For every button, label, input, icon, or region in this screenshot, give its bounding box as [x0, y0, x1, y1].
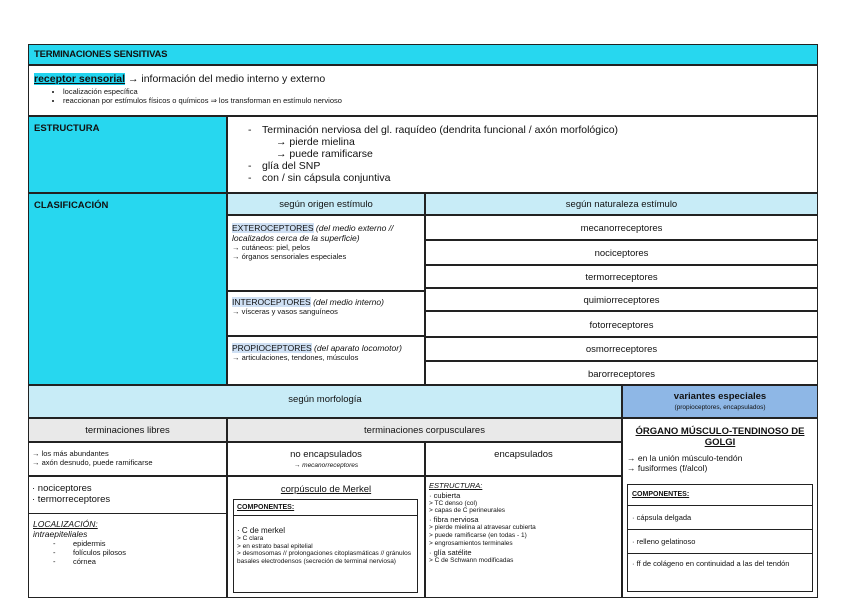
list-item: → vísceras y vasos sanguíneos	[232, 307, 338, 316]
list-item: → los más abundantes	[32, 449, 109, 458]
exteroceptores-name: EXTEROCEPTORES	[232, 223, 314, 233]
list-item: → cutáneos: piel, pelos	[232, 243, 310, 252]
naturaleza-row: nociceptores	[425, 240, 818, 265]
merkel-components-box	[233, 499, 418, 593]
localizacion-title: LOCALIZACIÓN:	[33, 519, 98, 529]
list-item: - córnea	[53, 557, 223, 566]
encapsulados-structure-cell	[425, 476, 622, 598]
list-item: - con / sin cápsula conjuntiva	[248, 172, 808, 184]
naturaleza-row: mecanorreceptores	[425, 215, 818, 240]
list-item: · nociceptores	[32, 483, 92, 494]
list-item: · cápsula delgada	[632, 513, 692, 522]
list-item: • localización específica	[63, 87, 801, 96]
naturaleza-row: barorreceptores	[425, 361, 818, 385]
list-item: • reaccionan por estímulos físicos o químicos ⇒ los transforman en estímulo nervioso	[63, 96, 801, 105]
estructura-title: ESTRUCTURA:	[429, 481, 483, 490]
list-item: · fibra nerviosa	[429, 515, 479, 525]
golgi-components-box	[627, 484, 813, 592]
list-item: > C clara	[237, 535, 264, 542]
list-item: > desmosomas // prolongaciones citoplasmáticas // gránulos basales electrodensos (secreción de terminal nerviosa)	[237, 550, 411, 565]
intro-panel	[28, 65, 818, 116]
list-item: > TC denso (col)	[429, 499, 478, 507]
receptor-definition: → información del medio interno y externo	[125, 73, 326, 85]
list-item: - folículos pilosos	[53, 548, 223, 557]
naturaleza-row: quimiorreceptores	[425, 288, 818, 311]
estructura-label: ESTRUCTURA	[34, 123, 100, 134]
propioceptores-cell: PROPIOCEPTORES (del aparato locomotor) → articulaciones, tendones, músculos	[227, 336, 425, 385]
naturaleza-row: osmorreceptores	[425, 337, 818, 361]
naturaleza-header: según naturaleza estímulo	[425, 193, 818, 215]
list-item: > capas de C perineurales	[429, 507, 506, 515]
no-encapsulados-header: no encapsulados → mecanorreceptores	[227, 442, 425, 476]
estructura-label-cell	[28, 116, 227, 193]
libres-header: terminaciones libres	[28, 418, 227, 442]
naturaleza-row: fotorreceptores	[425, 311, 818, 337]
propioceptores-name: PROPIOCEPTORES	[232, 343, 312, 353]
receptor-term: receptor sensorial	[34, 73, 126, 85]
golgi-title: ÓRGANO MÚSCULO-TENDINOSO DE GOLGI	[635, 426, 805, 448]
list-item: → puede ramificarse	[276, 148, 373, 160]
interoceptores-cell: INTEROCEPTORES (del medio interno) → vísceras y vasos sanguíneos	[227, 291, 425, 336]
encapsulados-header: encapsulados	[425, 442, 622, 476]
list-item: → articulaciones, tendones, músculos	[232, 353, 359, 362]
libres-desc-cell	[28, 442, 227, 476]
intro-bullets	[41, 87, 801, 105]
intro-definition-line	[34, 73, 325, 85]
list-item: → axón desnudo, puede ramificarse	[32, 458, 153, 467]
variantes-header: variantes especiales (propioceptores, encapsulados)	[622, 385, 818, 418]
list-item: → fusiformes (f/alcol)	[627, 463, 708, 473]
list-item: - glía del SNP	[248, 160, 808, 172]
localizacion-sub: intraepiteliales	[33, 529, 88, 539]
list-item: → en la unión músculo-tendón	[627, 453, 743, 463]
libres-types-cell	[28, 476, 227, 598]
list-item: · cubierta	[429, 490, 461, 500]
list-item: > en estrato basal epitelial	[237, 542, 313, 550]
list-item: - Terminación nerviosa del gl. raquídeo (dendrita funcional / axón morfológico)	[248, 124, 808, 136]
merkel-title: corpúsculo de Merkel	[280, 484, 372, 495]
list-item: · termorreceptores	[32, 494, 111, 505]
list-item: > pierde mielina al atravesar cubierta	[429, 524, 536, 532]
exteroceptores-cell: EXTEROCEPTORES (del medio externo // localizados cerca de la superficie) → cutáneos: piel, pelos → órganos sensoriales especiales	[227, 215, 425, 291]
list-item: · ff de colágeno en continuidad a las del tendón	[632, 559, 790, 568]
merkel-cell	[227, 476, 425, 598]
origen-header: según origen estímulo	[227, 193, 425, 215]
naturaleza-row: termorreceptores	[425, 265, 818, 288]
list-item: · C de merkel	[237, 526, 286, 535]
list-item: > C de Schwann modificadas	[429, 557, 514, 565]
estructura-content	[227, 116, 818, 193]
golgi-components-title: COMPONENTES:	[632, 491, 690, 498]
list-item: → pierde mielina	[276, 136, 355, 148]
merkel-components-title: COMPONENTES:	[237, 504, 295, 511]
morfologia-header: según morfología	[28, 385, 622, 418]
page-title: TERMINACIONES SENSITIVAS	[34, 49, 168, 60]
list-item: - epidermis	[53, 539, 223, 548]
section-header	[28, 44, 818, 65]
list-item: → órganos sensoriales especiales	[232, 252, 347, 261]
estructura-list	[248, 124, 808, 184]
list-item: · relleno gelatinoso	[632, 537, 696, 546]
golgi-cell	[622, 418, 818, 598]
corpusculares-header: terminaciones corpusculares	[227, 418, 622, 442]
interoceptores-name: INTEROCEPTORES	[232, 297, 311, 307]
list-item: > engrosamientos terminales	[429, 540, 513, 548]
clasificacion-label: CLASIFICACIÓN	[34, 200, 109, 211]
list-item: > puede ramificarse (en todas - 1)	[429, 532, 527, 540]
list-item: · glía satélite	[429, 548, 472, 558]
clasificacion-label-cell	[28, 193, 227, 385]
